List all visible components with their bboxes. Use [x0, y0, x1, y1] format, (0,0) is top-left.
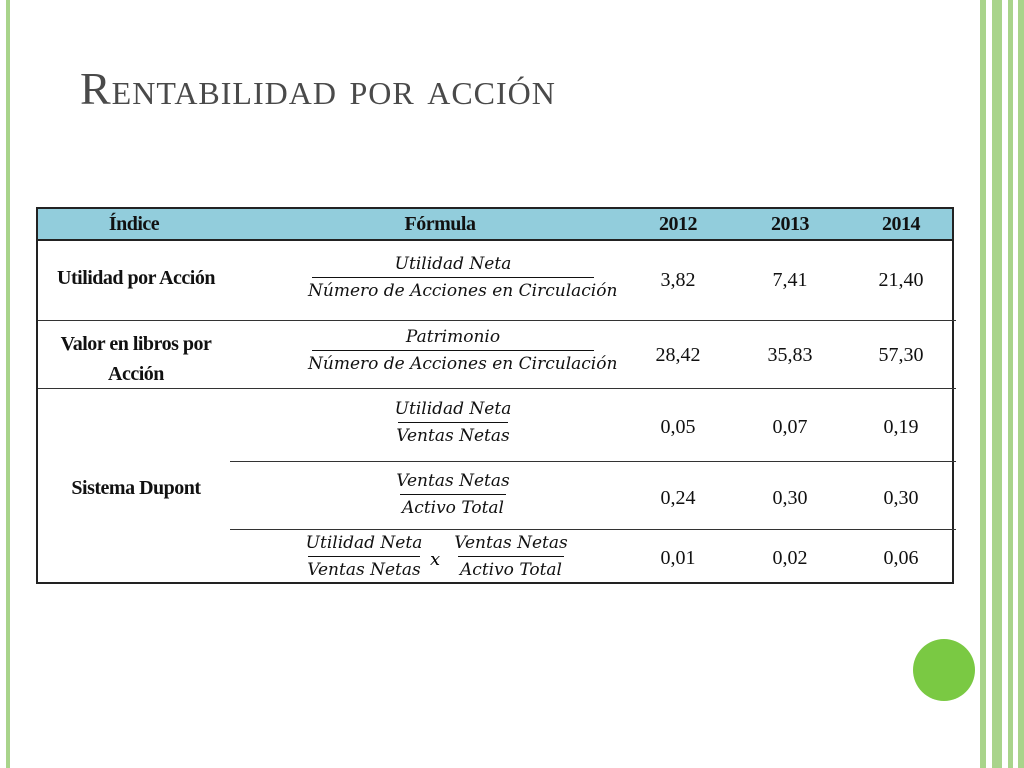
left-decor-stripe: [6, 0, 10, 768]
table-cell: 0,19: [883, 416, 919, 438]
table-cell: 0,06: [883, 547, 919, 569]
row-label-valor-en-libros: [38, 329, 234, 389]
table-cell: 3,82: [660, 269, 696, 291]
row-label-line1: Valor en libros por: [60, 333, 212, 355]
row-divider: [230, 529, 956, 530]
slide-title: Rentabilidad por acción: [80, 63, 556, 114]
row-divider: [230, 461, 956, 462]
row-divider: [38, 320, 956, 321]
table-cell: 0,01: [660, 547, 696, 569]
formula-dupont-right: [446, 533, 576, 580]
header-2012: 2012: [659, 213, 697, 235]
formula-denominator: Ventas Netas: [396, 426, 510, 446]
formula-numerator: Patrimonio: [405, 327, 501, 347]
formula-numerator: Ventas Netas: [396, 471, 510, 491]
row-label-line2: Acción: [108, 363, 164, 385]
table-cell: 7,41: [772, 269, 808, 291]
formula-denominator: Activo Total: [402, 498, 504, 518]
formula-numerator: Utilidad Neta: [394, 399, 512, 419]
ratios-table: [36, 207, 954, 584]
header-formula: Fórmula: [404, 213, 476, 235]
formula-denominator: Número de Acciones en Circulación: [308, 281, 618, 301]
row-label-sistema-dupont: Sistema Dupont: [71, 477, 201, 499]
formula-dupont-margen: [378, 399, 528, 446]
right-decor-stripes: [980, 0, 1024, 768]
table-cell: 57,30: [878, 344, 924, 366]
decor-circle: [913, 639, 975, 701]
row-label-utilidad-por-accion: Utilidad por Acción: [57, 267, 215, 289]
table-cell: 35,83: [767, 344, 813, 366]
formula-denominator: Ventas Netas: [307, 560, 421, 580]
formula-denominator: Activo Total: [460, 560, 562, 580]
formula-valor-en-libros: [308, 327, 618, 374]
table-cell: 0,24: [660, 487, 696, 509]
header-2013: 2013: [771, 213, 809, 235]
formula-dupont-left: [296, 533, 432, 580]
formula-utilidad-por-accion: [308, 254, 618, 301]
multiply-operator: x: [430, 549, 441, 570]
header-indice: Índice: [108, 213, 160, 235]
formula-denominator: Número de Acciones en Circulación: [308, 354, 618, 374]
table-cell: 0,30: [883, 487, 919, 509]
table-cell: 0,07: [772, 416, 808, 438]
formula-dupont-rotacion: [378, 471, 528, 518]
table-cell: 28,42: [655, 344, 701, 366]
header-2014: 2014: [882, 213, 920, 235]
table-cell: 0,30: [772, 487, 808, 509]
table-cell: 0,05: [660, 416, 696, 438]
formula-numerator: Utilidad Neta: [394, 254, 512, 274]
row-divider: [38, 388, 956, 389]
formula-numerator: Ventas Netas: [454, 533, 568, 553]
table-header: [38, 209, 952, 241]
formula-numerator: Utilidad Neta: [305, 533, 423, 553]
table-cell: 0,02: [772, 547, 808, 569]
table-cell: 21,40: [878, 269, 924, 291]
